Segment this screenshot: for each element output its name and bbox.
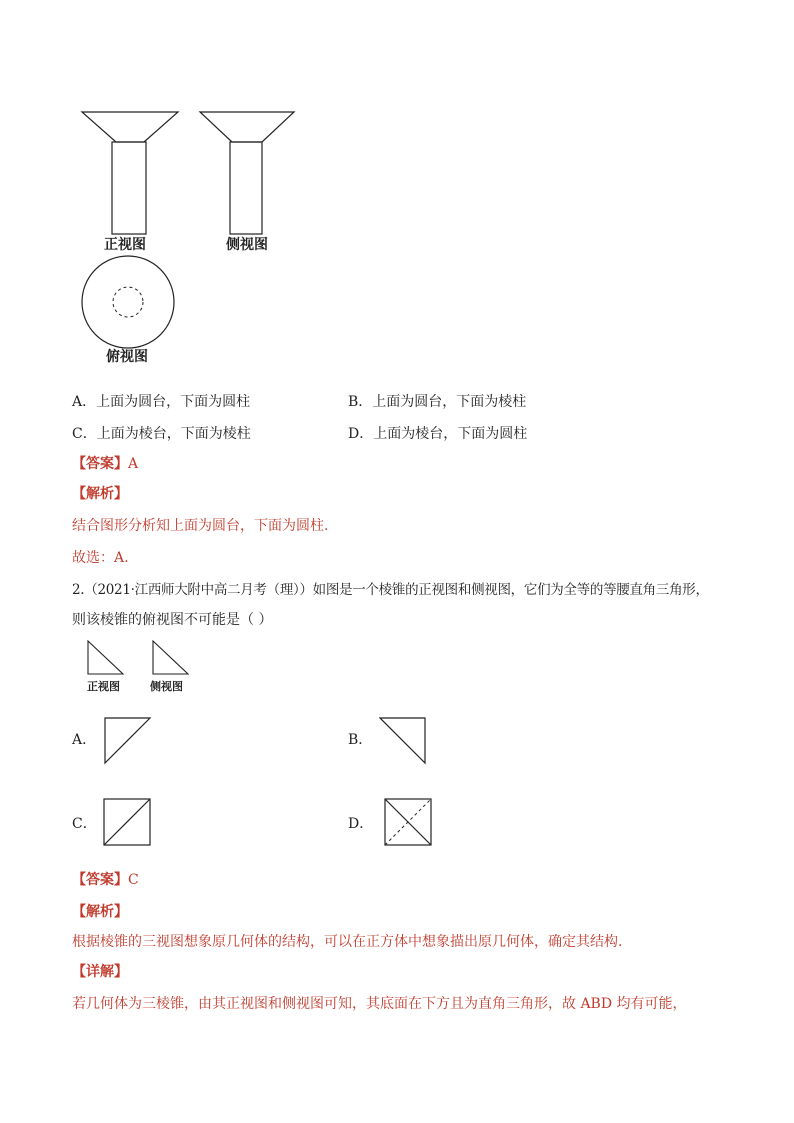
top-view-label: 俯视图	[106, 349, 148, 365]
q1-option-c	[72, 424, 251, 444]
q1-option-d	[348, 424, 527, 444]
q2-side-view-label: 侧视图	[150, 680, 183, 693]
side-view-label: 侧视图	[226, 237, 268, 253]
q2-option-c-letter: C．	[72, 816, 97, 832]
q2-front-view-label: 正视图	[87, 680, 120, 693]
q1-option-a	[72, 392, 250, 412]
q2-front-view-figure	[87, 640, 127, 676]
q2-stem-line2: 则该棱锥的俯视图不可能是（ ）	[72, 612, 273, 628]
q2-detail-text: 若几何体为三棱锥，由其正视图和侧视图可知，其底面在下方且为直角三角形，故 ABD 均有可能，	[72, 996, 687, 1012]
q2-answer	[72, 870, 139, 890]
q2-option-d-figure	[384, 798, 434, 848]
q2-analysis-text: 根据棱锥的三视图想象原几何体的结构，可以在正方体中想象描出原几何体，确定其结构.	[72, 934, 623, 950]
option-letter: C．	[72, 426, 97, 442]
front-view-figure	[80, 110, 180, 240]
q2-option-d-letter: D．	[348, 816, 374, 832]
option-letter: A．	[72, 394, 97, 410]
q2-analysis-label: 【解析】	[72, 904, 128, 920]
q1-answer	[72, 454, 138, 474]
option-letter: D．	[348, 426, 374, 442]
q2-side-view-figure	[152, 640, 192, 676]
q1-option-b	[348, 392, 526, 412]
q2-option-a-letter: A．	[72, 732, 97, 748]
option-text: 上面为棱台，下面为棱柱	[96, 426, 251, 442]
q1-analysis-text: 结合图形分析知上面为圆台，下面为圆柱.	[72, 518, 329, 534]
option-text: 上面为棱台，下面为圆柱	[373, 426, 528, 442]
answer-value: C	[128, 872, 139, 888]
top-view-figure	[80, 255, 180, 355]
option-letter: B．	[348, 394, 373, 410]
front-view-label: 正视图	[104, 237, 146, 253]
q2-option-b-figure	[379, 717, 427, 765]
q2-option-b-letter: B．	[348, 732, 373, 748]
q2-option-a-figure	[104, 717, 152, 765]
option-text: 上面为圆台，下面为圆柱	[96, 394, 251, 410]
option-text: 上面为圆台，下面为棱柱	[372, 394, 527, 410]
q2-stem-line1: 2.（2021·江西师大附中高二月考（理））如图是一个棱锥的正视图和侧视图，它们为全等的等腰直角三角形，	[72, 582, 709, 598]
q1-choose-text: 故选：A.	[72, 550, 129, 566]
q2-option-c-figure	[103, 798, 153, 848]
side-view-figure	[198, 110, 298, 240]
q2-detail-label: 【详解】	[72, 964, 128, 980]
answer-label: 【答案】	[72, 456, 128, 472]
answer-label: 【答案】	[72, 872, 128, 888]
q1-analysis-label: 【解析】	[72, 486, 128, 502]
answer-value: A	[128, 456, 139, 472]
